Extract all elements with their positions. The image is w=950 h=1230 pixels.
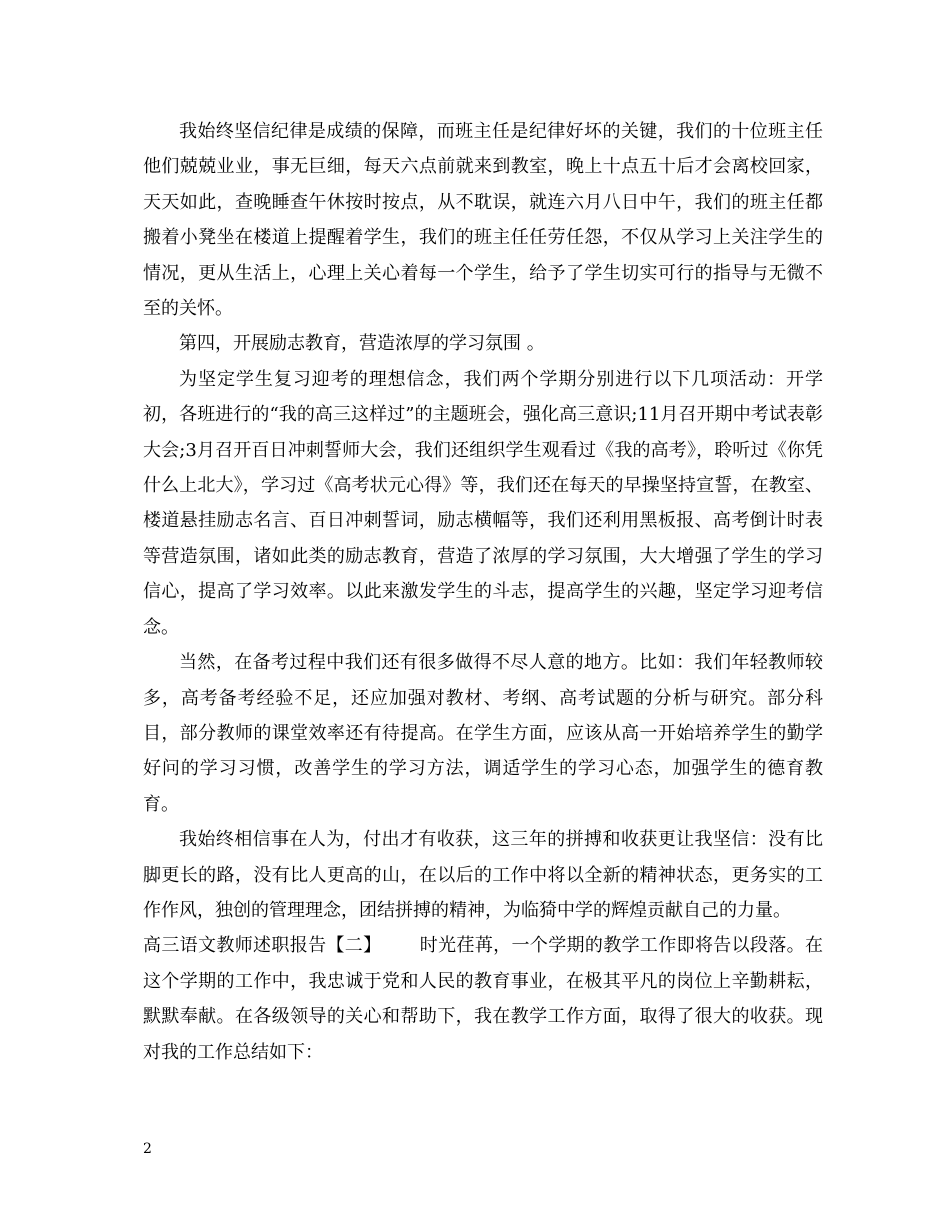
paragraph-motivation-activities: 为坚定学生复习迎考的理想信念，我们两个学期分别进行以下几项活动：开学初，各班进行的“我的高三这样过”的主题班会，强化高三意识;11月召开期中考试表彰大会;3月召开百日冲刺誓师大会，我们还组织学生观看过《我的高考》，聆听过《你凭什么上北大》，学习过《高考状元心得》等，我们还在每天的早操坚持宣誓，在教室、楼道悬挂励志名言、百日冲刺誓词，励志横幅等，我们还利用黑板报、高考倒计时表等营造氛围，诸如此类的励志教育，营造了浓厚的学习氛围，大大增强了学生的学习信心，提高了学习效率。以此来激发学生的斗志，提高学生的兴趣，坚定学习迎考信念。 [143,368,823,638]
section-intro-text: 时光荏苒，一个学期的教学工作即将告以段落。在这个学期的工作中，我忠诚于党和人民的教育事业，在极其平凡的岗位上辛勤耕耘，默默奉献。在各级领导的关心和帮助下，我在教学工作方面，取得了很大的收获。现对我的工作总结如下： [143,935,824,1063]
paragraph-conclusion: 我始终相信事在人为，付出才有收获，这三年的拼搏和收获更让我坚信：没有比脚更长的路，没有比人更高的山，在以后的工作中将以全新的精神状态，更务实的工作作风，独创的管理理念，团结拼搏的精神，为临猗中学的辉煌贡献自己的力量。 [143,829,823,921]
page-number: 2 [143,1141,152,1157]
paragraph-section-four-heading: 第四，开展励志教育，营造浓厚的学习氛围 。 [179,333,545,355]
document-body [143,114,823,1070]
section-heading: 高三语文教师述职报告【二】 [143,935,382,957]
paragraph-report-two [143,928,823,1070]
paragraph-shortcomings: 当然，在备考过程中我们还有很多做得不尽人意的地方。比如：我们年轻教师较多，高考备考经验不足，还应加强对教材、考纲、高考试题的分析与研究。部分科目，部分教师的课堂效率还有待提高。在学生方面，应该从高一开始培养学生的勤学好问的学习习惯，改善学生的学习方法，调适学生的学习心态，加强学生的德育教育。 [143,652,823,815]
paragraph-discipline: 我始终坚信纪律是成绩的保障，而班主任是纪律好坏的关键，我们的十位班主任他们兢兢业业，事无巨细，每天六点前就来到教室，晚上十点五十后才会离校回家，天天如此，查晚睡查午休按时按点，从不耽误，就连六月八日中午，我们的班主任都搬着小凳坐在楼道上提醒着学生，我们的班主任任劳任怨，不仅从学习上关注学生的情况，更从生活上，心理上关心着每一个学生，给予了学生切实可行的指导与无微不至的关怀。 [143,121,823,320]
